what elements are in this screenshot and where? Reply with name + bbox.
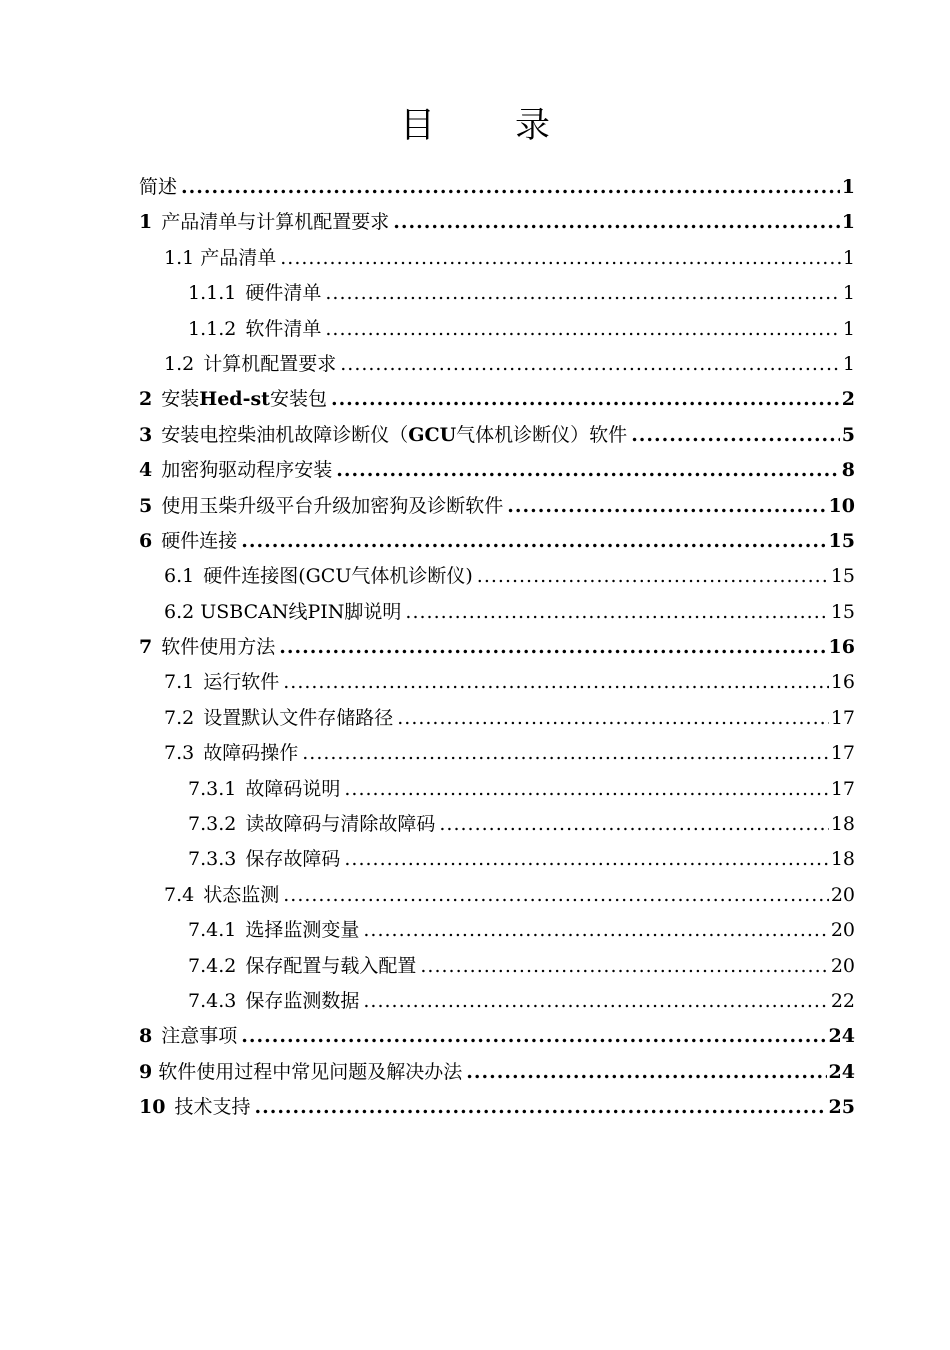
toc-dot-leader xyxy=(241,524,826,559)
toc-entry-page-number: 15 xyxy=(828,529,855,552)
toc-entry[interactable] xyxy=(139,170,855,205)
toc-entry-number: 6.1 xyxy=(164,565,195,588)
toc-title xyxy=(0,98,950,148)
toc-dot-leader xyxy=(405,595,828,630)
toc-entry[interactable] xyxy=(139,772,855,807)
toc-entry-page-number: 16 xyxy=(828,636,855,659)
toc-dot-leader xyxy=(336,453,840,488)
toc-entry-page-number: 25 xyxy=(828,1096,855,1119)
toc-dot-leader xyxy=(420,949,828,984)
toc-entry[interactable] xyxy=(139,984,855,1019)
toc-entry[interactable] xyxy=(139,418,855,453)
toc-entry[interactable] xyxy=(139,524,855,559)
toc-entry-number: 3 xyxy=(139,423,153,446)
toc-dot-leader xyxy=(325,312,841,347)
toc-entry-label: 安装Hed-st安装包 xyxy=(161,388,327,411)
toc-entry[interactable] xyxy=(139,276,855,311)
toc-entry-page-number: 15 xyxy=(830,565,855,588)
toc-entry-label: 计算机配置要求 xyxy=(203,352,337,375)
toc-entry-page-number: 1 xyxy=(842,282,855,305)
toc-entry-number: 7.1 xyxy=(164,671,195,694)
toc-entry-page-number: 1 xyxy=(842,352,855,375)
toc-entry[interactable] xyxy=(139,701,855,736)
toc-entry-page-number: 1 xyxy=(842,246,855,269)
toc-dot-leader xyxy=(283,878,829,913)
toc-entry[interactable] xyxy=(139,347,855,382)
toc-entry-label: 注意事项 xyxy=(161,1025,238,1048)
toc-entry-label: 使用玉柴升级平台升级加密狗及诊断软件 xyxy=(161,494,504,517)
toc-entry-page-number: 16 xyxy=(830,671,855,694)
toc-entry-label: 硬件清单 xyxy=(245,282,322,305)
toc-entry[interactable] xyxy=(139,559,855,594)
toc-list xyxy=(139,170,855,1126)
toc-entry-page-number: 15 xyxy=(830,600,855,623)
toc-entry-label: 简述 xyxy=(139,176,178,198)
toc-dot-leader xyxy=(331,382,840,417)
toc-entry[interactable] xyxy=(139,949,855,984)
toc-dot-leader xyxy=(439,807,828,842)
toc-entry-label: 9 软件使用过程中常见问题及解决办法 xyxy=(139,1060,463,1083)
toc-entry-label: 技术支持 xyxy=(174,1096,251,1119)
toc-entry-label: 软件使用方法 xyxy=(161,636,276,659)
toc-entry[interactable] xyxy=(139,1019,855,1054)
toc-dot-leader xyxy=(283,665,829,700)
toc-entry-page-number: 17 xyxy=(830,742,855,765)
toc-entry-page-number: 22 xyxy=(830,989,855,1012)
toc-dot-leader xyxy=(254,1090,826,1125)
toc-entry-label: 故障码说明 xyxy=(245,777,341,800)
toc-entry-label: 6.2 USBCAN线PIN脚说明 xyxy=(164,600,402,623)
toc-entry-number: 7.3 xyxy=(164,742,195,765)
toc-entry[interactable] xyxy=(139,241,855,276)
toc-entry-label: 选择监测变量 xyxy=(245,919,360,942)
toc-entry-label: 故障码操作 xyxy=(203,742,299,765)
toc-entry-label: 保存配置与载入配置 xyxy=(245,954,417,977)
toc-dot-leader xyxy=(241,1019,826,1054)
toc-entry-number: 8 xyxy=(139,1025,153,1048)
toc-entry-page-number: 10 xyxy=(828,494,855,517)
toc-entry-number: 7.3.2 xyxy=(188,813,237,836)
toc-entry-label: 运行软件 xyxy=(203,671,280,694)
toc-entry-number: 6 xyxy=(139,529,153,552)
toc-entry[interactable] xyxy=(139,807,855,842)
toc-dot-leader xyxy=(631,418,840,453)
toc-title-char-1: 目 xyxy=(399,106,435,146)
toc-entry-page-number: 2 xyxy=(841,388,855,411)
toc-entry-number: 1.2 xyxy=(164,352,195,375)
toc-entry-label: 产品清单与计算机配置要求 xyxy=(161,211,390,234)
toc-title-char-2: 录 xyxy=(515,106,551,146)
toc-entry-label: 安装电控柴油机故障诊断仪（GCU气体机诊断仪）软件 xyxy=(161,423,628,446)
toc-entry-label: 保存故障码 xyxy=(245,848,341,871)
toc-entry[interactable] xyxy=(139,1055,855,1090)
toc-entry-label: 软件清单 xyxy=(245,317,322,340)
toc-dot-leader xyxy=(466,1055,826,1090)
toc-entry-number: 1.1.1 xyxy=(188,282,237,305)
toc-dot-leader xyxy=(325,276,841,311)
toc-dot-leader xyxy=(302,736,829,771)
toc-entry-number: 7.3.3 xyxy=(188,848,237,871)
toc-entry-label: 设置默认文件存储路径 xyxy=(203,706,394,729)
toc-entry-label: 1.1 产品清单 xyxy=(164,246,277,269)
toc-entry[interactable] xyxy=(139,205,855,240)
toc-entry[interactable] xyxy=(139,736,855,771)
toc-entry[interactable] xyxy=(139,453,855,488)
toc-entry-page-number: 1 xyxy=(842,317,855,340)
toc-entry-label: 硬件连接 xyxy=(161,529,238,552)
toc-entry-number: 4 xyxy=(139,459,153,482)
toc-entry-page-number: 20 xyxy=(830,919,855,942)
toc-entry-number: 7.2 xyxy=(164,706,195,729)
toc-entry-label: 读故障码与清除故障码 xyxy=(245,813,436,836)
toc-entry-number: 1 xyxy=(139,211,153,234)
toc-dot-leader xyxy=(279,630,826,665)
toc-dot-leader xyxy=(344,842,828,877)
toc-entry[interactable] xyxy=(139,1090,855,1125)
toc-dot-leader xyxy=(363,984,828,1019)
toc-dot-leader xyxy=(344,772,828,807)
toc-entry[interactable] xyxy=(139,913,855,948)
toc-entry-number: 1.1.2 xyxy=(188,317,237,340)
toc-entry-page-number: 17 xyxy=(830,706,855,729)
toc-entry-label: 加密狗驱动程序安装 xyxy=(161,459,333,482)
toc-dot-leader xyxy=(397,701,829,736)
toc-entry-number: 7.4 xyxy=(164,883,195,906)
toc-entry-page-number: 5 xyxy=(841,423,855,446)
toc-dot-leader xyxy=(181,170,840,205)
toc-entry-number: 5 xyxy=(139,494,153,517)
toc-entry-number: 7.4.1 xyxy=(188,919,237,942)
toc-entry-page-number: 17 xyxy=(830,777,855,800)
toc-entry[interactable] xyxy=(139,842,855,877)
toc-entry[interactable] xyxy=(139,595,855,630)
toc-entry-number: 10 xyxy=(139,1096,166,1119)
toc-entry-label: 保存监测数据 xyxy=(245,989,360,1012)
toc-dot-leader xyxy=(477,559,829,594)
toc-entry[interactable] xyxy=(139,630,855,665)
toc-entry-number: 7.4.3 xyxy=(188,989,237,1012)
toc-entry-label: 硬件连接图(GCU气体机诊断仪) xyxy=(203,565,473,588)
toc-dot-leader xyxy=(507,489,826,524)
toc-entry-page-number: 1 xyxy=(841,176,855,198)
toc-entry[interactable] xyxy=(139,312,855,347)
toc-dot-leader xyxy=(363,913,828,948)
toc-entry-page-number: 24 xyxy=(828,1025,855,1048)
toc-entry-label: 状态监测 xyxy=(203,883,280,906)
toc-entry-number: 7.4.2 xyxy=(188,954,237,977)
toc-entry-page-number: 20 xyxy=(830,883,855,906)
toc-entry-number: 7 xyxy=(139,636,153,659)
toc-entry-number: 7.3.1 xyxy=(188,777,237,800)
toc-entry[interactable] xyxy=(139,878,855,913)
toc-entry-page-number: 20 xyxy=(830,954,855,977)
toc-entry[interactable] xyxy=(139,489,855,524)
toc-entry-page-number: 24 xyxy=(828,1060,855,1083)
toc-entry-number: 2 xyxy=(139,388,153,411)
toc-dot-leader xyxy=(393,205,840,240)
toc-entry-page-number: 8 xyxy=(841,459,855,482)
toc-entry-page-number: 18 xyxy=(830,848,855,871)
toc-entry-page-number: 18 xyxy=(830,813,855,836)
toc-dot-leader xyxy=(340,347,841,382)
toc-entry-page-number: 1 xyxy=(841,211,855,234)
toc-entry[interactable] xyxy=(139,665,855,700)
toc-entry[interactable] xyxy=(139,382,855,417)
toc-dot-leader xyxy=(280,241,841,276)
